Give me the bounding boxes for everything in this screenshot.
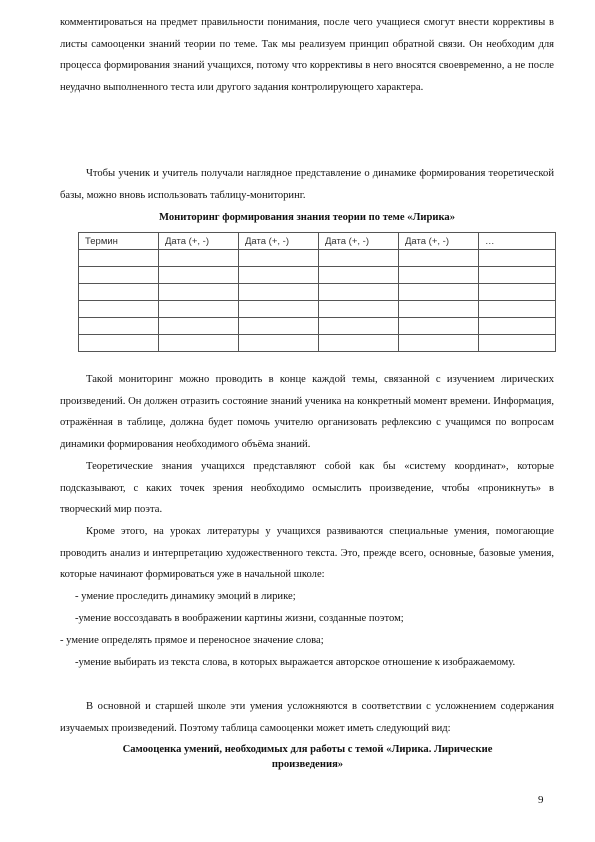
table-cell — [319, 301, 399, 318]
table-cell — [159, 250, 239, 267]
table-cell — [399, 284, 479, 301]
table-cell — [239, 335, 319, 352]
header-date-3: Дата (+, -) — [319, 233, 399, 250]
page-number: 9 — [538, 794, 544, 806]
table-cell — [399, 301, 479, 318]
paragraph-monitoring-intro: Чтобы ученик и учитель получали наглядное представление о динамике формирования теоретической базы, можно вновь использовать таблицу-мониторинг. — [60, 168, 554, 201]
list-item: - умение определять прямое и переносное значение слова; — [60, 635, 324, 646]
table-cell — [239, 267, 319, 284]
table-title: Мониторинг формирования знания теории по теме «Лирика» — [158, 212, 456, 223]
table-cell — [399, 318, 479, 335]
table-cell — [159, 318, 239, 335]
table-row — [79, 284, 556, 301]
paragraph-feedback: комментироваться на предмет правильности понимания, после чего учащиеся смогут внести коррективы в листы самооценки знаний теории по теме. Так мы реализуем принцип обратной связи. Он необходим для процесса формирования знаний учащихся, потому что коррективы в него вносятся своевременно, а не после неудачно выполненного теста или другого задания контролирующего характера. — [60, 17, 554, 93]
table-cell — [399, 267, 479, 284]
list-item: -умение выбирать из текста слова, в которых выражается авторское отношение к изображаемому. — [75, 657, 516, 668]
table-cell — [479, 250, 556, 267]
self-assessment-title: Самооценка умений, необходимых для работы с темой «Лирика. Лирические произведения» — [122, 744, 493, 770]
paragraph-special-skills: Кроме этого, на уроках литературы у учащихся развиваются специальные умения, помогающие проводить анализ и интерпретацию художественного текста. Это, прежде всего, основные, базовые умения, которые начинают формироваться уже в начальной школе: — [60, 526, 554, 581]
table-cell — [479, 335, 556, 352]
table-cell — [159, 335, 239, 352]
table-cell — [319, 335, 399, 352]
header-term: Термин — [79, 233, 159, 250]
header-date-2: Дата (+, -) — [239, 233, 319, 250]
table-cell — [399, 335, 479, 352]
table-cell — [159, 267, 239, 284]
table-cell — [319, 250, 399, 267]
table-cell — [399, 250, 479, 267]
list-item: - умение проследить динамику эмоций в лирике; — [75, 591, 296, 602]
table-row — [79, 301, 556, 318]
table-cell — [319, 284, 399, 301]
table-cell — [319, 267, 399, 284]
table-cell — [239, 318, 319, 335]
header-date-4: Дата (+, -) — [399, 233, 479, 250]
paragraph-monitoring-usage: Такой мониторинг можно проводить в конце каждой темы, связанной с изучением лирических произведений. Он должен отразить состояние знаний ученика на конкретный момент времени. Информация, отражённая в таблице, должна будет помочь учителю организовать рефлексию с учащимся по вопросам динамики формирования необходимого объёма знаний. — [60, 374, 554, 450]
table-cell — [159, 284, 239, 301]
table-cell — [239, 301, 319, 318]
table-cell — [159, 301, 239, 318]
table-cell — [479, 301, 556, 318]
table-cell — [79, 284, 159, 301]
table-row — [79, 250, 556, 267]
table-cell — [239, 284, 319, 301]
list-item: -умение воссоздавать в воображении картины жизни, созданные поэтом; — [75, 613, 404, 624]
table-cell — [79, 301, 159, 318]
table-cell — [79, 335, 159, 352]
header-date-1: Дата (+, -) — [159, 233, 239, 250]
monitoring-table — [78, 232, 556, 352]
table-cell — [79, 318, 159, 335]
table-cell — [79, 267, 159, 284]
table-cell — [239, 250, 319, 267]
table-cell — [479, 284, 556, 301]
table-cell — [479, 267, 556, 284]
table-cell — [479, 318, 556, 335]
table-header-row — [79, 233, 556, 250]
paragraph-coordinate-system: Теоретические знания учащихся представляют собой как бы «систему координат», которые подсказывают, с каких точек зрения необходимо осмыслить произведение, чтобы «проникнуть» в творческий мир поэта. — [60, 461, 554, 516]
table-row — [79, 335, 556, 352]
table-row — [79, 318, 556, 335]
table-cell — [319, 318, 399, 335]
paragraph-complex-skills: В основной и старшей школе эти умения усложняются в соответствии с усложнением содержания изучаемых произведений. Поэтому таблица самооценки может иметь следующий вид: — [60, 701, 554, 734]
header-more: … — [479, 233, 556, 250]
table-cell — [79, 250, 159, 267]
table-row — [79, 267, 556, 284]
